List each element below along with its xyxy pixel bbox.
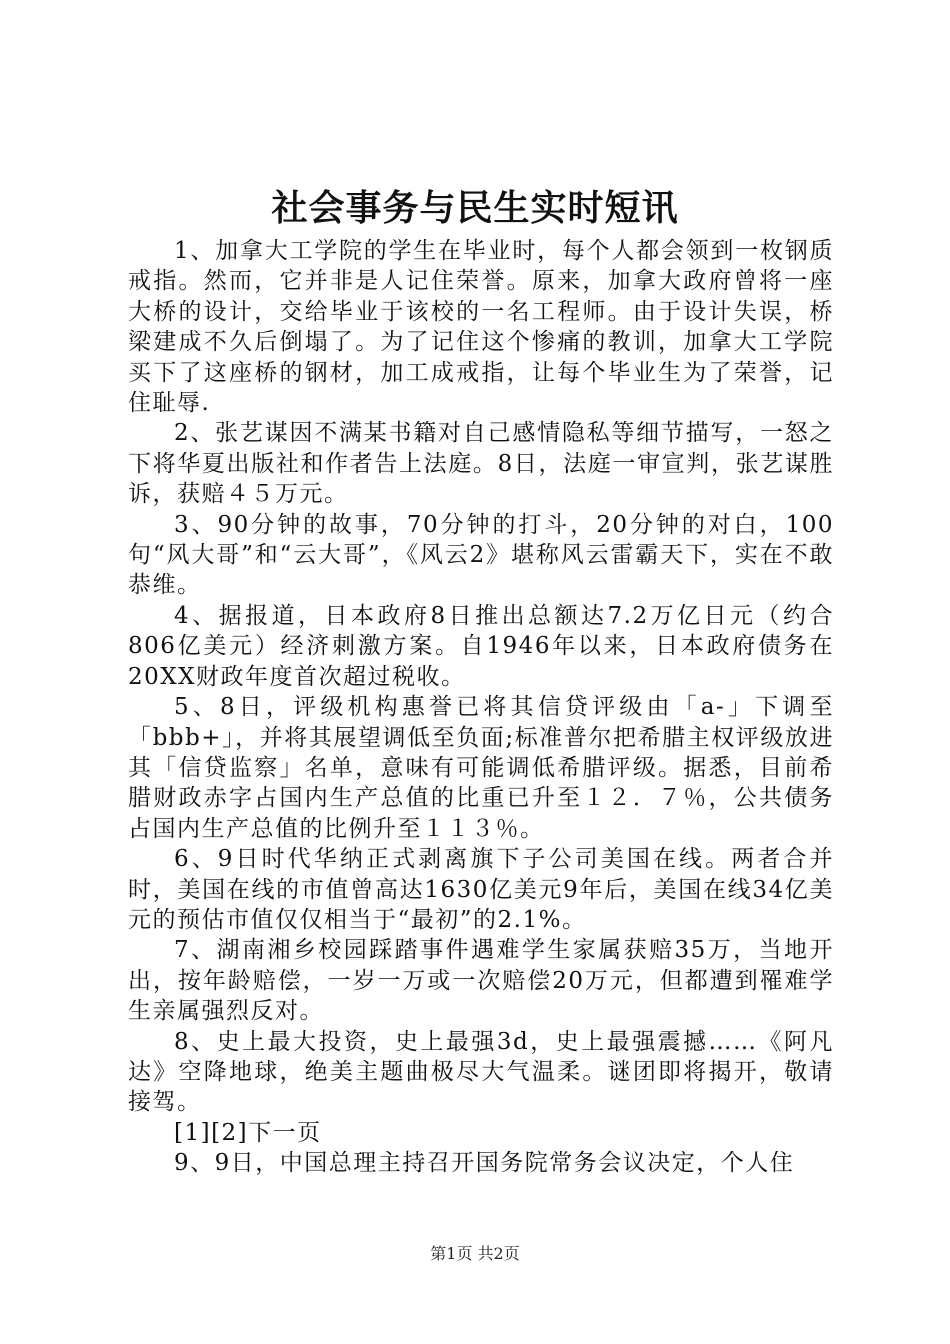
page-title: 社会事务与民生实时短讯 [271, 187, 679, 229]
news-item-2: 2、张艺谋因不满某书籍对自己感情隐私等细节描写，一怒之下将华夏出版社和作者告上法庭。8日，法庭一审宣判，张艺谋胜诉，获赔４５万元。 [128, 420, 834, 508]
page-number-footer: 第1页 共2页 [430, 1244, 520, 1263]
news-item-9: 9、9日，中国总理主持召开国务院常务会议决定，个人住 [174, 1150, 795, 1177]
pagination-links[interactable]: [1][2]下一页 [174, 1119, 322, 1146]
news-item-6: 6、9日时代华纳正式剥离旗下子公司美国在线。两者合并时，美国在线的市值曾高达1630亿美元9年后，美国在线34亿美元的预估市值仅仅相当于“最初”的2.1%。 [128, 846, 834, 933]
news-item-7: 7、湖南湘乡校园踩踏事件遇难学生家属获赔35万，当地开出，按年龄赔偿，一岁一万或一次赔偿20万元，但都遭到罹难学生亲属强烈反对。 [128, 937, 834, 1025]
news-item-8: 8、史上最大投资，史上最强3d，史上最强震撼……《阿凡达》空降地球，绝美主题曲极尽大气温柔。谜团即将揭开，敬请接驾。 [128, 1028, 834, 1116]
article-body [128, 236, 834, 1179]
news-item-4: 4、据报道，日本政府8日推出总额达7.2万亿日元（约合806亿美元）经济刺激方案。自1946年以来，日本政府债务在20XX财政年度首次超过税收。 [128, 602, 834, 690]
news-item-5: 5、8日，评级机构惠誉已将其信贷评级由「a-」下调至「bbb+」，并将其展望调低至负面;标准普尔把希腊主权评级放进其「信贷监察」名单，意味有可能调低希腊评级。据悉，目前希腊财政赤字占国内生产总值的比重已升至１２．７％，公共债务占国内生产总值的比例升至１１３％。 [128, 694, 834, 842]
news-item-3: 3、90分钟的故事，70分钟的打斗，20分钟的对白，100句“风大哥”和“云大哥”，《风云2》堪称风云雷霸天下，实在不敢恭维。 [128, 511, 834, 599]
news-item-1: 1、加拿大工学院的学生在毕业时，每个人都会领到一枚钢质戒指。然而，它并非是人记住荣誉。原来，加拿大政府曾将一座大桥的设计，交给毕业于该校的一名工程师。由于设计失误，桥梁建成不久后倒塌了。为了记住这个惨痛的教训，加拿大工学院买下了这座桥的钢材，加工成戒指，让每个毕业生为了荣誉，记住耻辱. [128, 238, 834, 417]
